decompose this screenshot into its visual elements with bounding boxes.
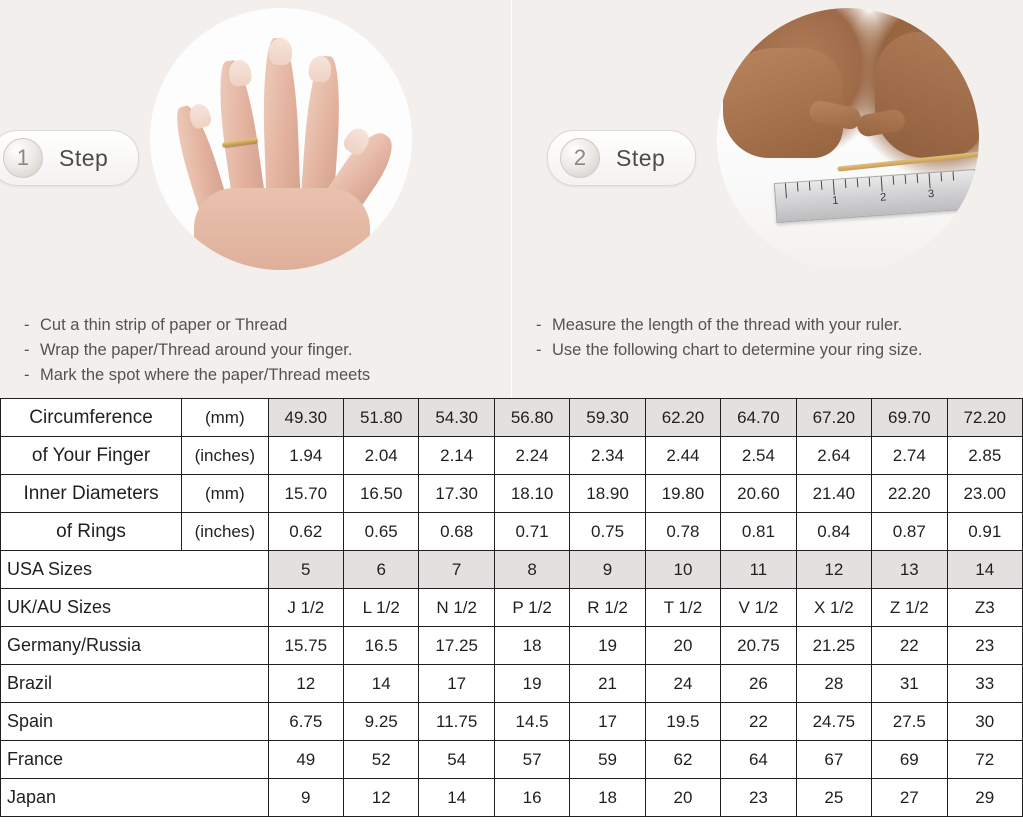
cell: 17.30: [419, 475, 494, 513]
row-label: USA Sizes: [1, 551, 269, 589]
cell: 2.24: [494, 437, 569, 475]
cell: 31: [872, 665, 947, 703]
cell: 9: [570, 551, 645, 589]
cell: 33: [947, 665, 1023, 703]
cell: V 1/2: [721, 589, 796, 627]
step-1-panel: [0, 0, 512, 398]
cell: X 1/2: [796, 589, 871, 627]
cell: 57: [494, 741, 569, 779]
instruction-line: [536, 313, 1009, 338]
ring-size-chart: [0, 398, 1023, 826]
table-row: [1, 589, 1023, 627]
row-label: Germany/Russia: [1, 627, 269, 665]
table-row: [1, 741, 1023, 779]
cell: 21.25: [796, 627, 871, 665]
cell: 11: [721, 551, 796, 589]
cell: 2.44: [645, 437, 720, 475]
cell: 19.5: [645, 703, 720, 741]
cell: Z3: [947, 589, 1023, 627]
cell: 26: [721, 665, 796, 703]
cell: 51.80: [344, 399, 419, 437]
cell: 12: [344, 779, 419, 817]
cell: 18: [570, 779, 645, 817]
ruler-number: 3: [927, 187, 935, 201]
cell: 2.74: [872, 437, 947, 475]
step-2-badge: [547, 130, 696, 186]
row-label: Inner Diameters: [1, 475, 182, 513]
instruction-text: Measure the length of the thread with your ruler.: [552, 316, 903, 334]
cell: 2.85: [947, 437, 1023, 475]
cell: 23.00: [947, 475, 1023, 513]
row-label: Circumference: [1, 399, 182, 437]
cell: 5: [268, 551, 343, 589]
step-1-badge: [0, 130, 139, 186]
step-2-panel: [512, 0, 1023, 398]
hand-illustration: [150, 8, 412, 270]
cell: 9: [268, 779, 343, 817]
right-hand: [875, 32, 979, 158]
cell: 0.84: [796, 513, 871, 551]
step-2-number: 2: [560, 138, 600, 178]
row-label: of Rings: [1, 513, 182, 551]
cell: 54: [419, 741, 494, 779]
instructions-section: [0, 0, 1023, 398]
table-row: [1, 513, 1023, 551]
bullet-dash: -: [536, 316, 542, 334]
cell: 16.5: [344, 627, 419, 665]
cell: 6.75: [268, 703, 343, 741]
table-row: [1, 551, 1023, 589]
row-unit: (mm): [182, 399, 269, 437]
cell: 20: [645, 627, 720, 665]
cell: 12: [796, 551, 871, 589]
cell: 30: [947, 703, 1023, 741]
cell: 14: [344, 665, 419, 703]
row-label: Japan: [1, 779, 269, 817]
cell: 49.30: [268, 399, 343, 437]
cell: 69: [872, 741, 947, 779]
step-2-photo: [717, 8, 979, 270]
cell: 17.25: [419, 627, 494, 665]
size-table: [0, 398, 1023, 817]
cell: 0.68: [419, 513, 494, 551]
instruction-line: [536, 338, 1009, 363]
cell: 22.20: [872, 475, 947, 513]
cell: 0.65: [344, 513, 419, 551]
palm: [194, 188, 370, 270]
step-1-number: 1: [3, 138, 43, 178]
table-row: [1, 703, 1023, 741]
cell: 21: [570, 665, 645, 703]
cell: R 1/2: [570, 589, 645, 627]
cell: 62: [645, 741, 720, 779]
cell: 20.60: [721, 475, 796, 513]
table-row: [1, 779, 1023, 817]
step-1-instructions: [24, 313, 497, 388]
table-row: [1, 627, 1023, 665]
instruction-text: Wrap the paper/Thread around your finger.: [40, 341, 353, 359]
row-unit: (inches): [182, 437, 269, 475]
cell: 15.70: [268, 475, 343, 513]
cell: 27: [872, 779, 947, 817]
cell: 23: [721, 779, 796, 817]
cell: 52: [344, 741, 419, 779]
cell: 69.70: [872, 399, 947, 437]
instruction-text: Use the following chart to determine your ring size.: [552, 341, 923, 359]
cell: 25: [796, 779, 871, 817]
table-row: [1, 437, 1023, 475]
cell: 24.75: [796, 703, 871, 741]
cell: 23: [947, 627, 1023, 665]
cell: 24: [645, 665, 720, 703]
cell: 14: [419, 779, 494, 817]
instruction-text: Cut a thin strip of paper or Thread: [40, 316, 288, 334]
cell: 19: [494, 665, 569, 703]
cell: 2.14: [419, 437, 494, 475]
ruler-number: 2: [879, 191, 887, 204]
cell: 20: [645, 779, 720, 817]
step-2-label: Step: [616, 144, 666, 171]
cell: L 1/2: [344, 589, 419, 627]
bullet-dash: -: [24, 341, 30, 359]
cell: 28: [796, 665, 871, 703]
row-unit: (mm): [182, 475, 269, 513]
nail-middle: [269, 38, 292, 65]
cell: 0.81: [721, 513, 796, 551]
bullet-dash: -: [24, 366, 30, 384]
instruction-line: [24, 313, 497, 338]
cell: 17: [570, 703, 645, 741]
row-label: Spain: [1, 703, 269, 741]
cell: 17: [419, 665, 494, 703]
cell: 11.75: [419, 703, 494, 741]
cell: 0.78: [645, 513, 720, 551]
cell: 20.75: [721, 627, 796, 665]
cell: 2.04: [344, 437, 419, 475]
cell: 16.50: [344, 475, 419, 513]
cell: 6: [344, 551, 419, 589]
cell: 16: [494, 779, 569, 817]
cell: 72.20: [947, 399, 1023, 437]
bullet-dash: -: [24, 316, 30, 334]
cell: 13: [872, 551, 947, 589]
instruction-line: [24, 363, 497, 388]
cell: 18: [494, 627, 569, 665]
cell: 59: [570, 741, 645, 779]
cell: T 1/2: [645, 589, 720, 627]
cell: J 1/2: [268, 589, 343, 627]
cell: N 1/2: [419, 589, 494, 627]
cell: 12: [268, 665, 343, 703]
cell: 56.80: [494, 399, 569, 437]
cell: 49: [268, 741, 343, 779]
instruction-text: Mark the spot where the paper/Thread meets: [40, 366, 371, 384]
cell: 1.94: [268, 437, 343, 475]
cell: 19: [570, 627, 645, 665]
cell: 22: [721, 703, 796, 741]
cell: 7: [419, 551, 494, 589]
cell: 64: [721, 741, 796, 779]
cell: 64.70: [721, 399, 796, 437]
bullet-dash: -: [536, 341, 542, 359]
cell: 2.54: [721, 437, 796, 475]
cell: 59.30: [570, 399, 645, 437]
nail-ring: [227, 59, 252, 88]
row-label: Brazil: [1, 665, 269, 703]
cell: 9.25: [344, 703, 419, 741]
cell: 18.10: [494, 475, 569, 513]
step-1-photo: [150, 8, 412, 270]
hand-with-ruler-illustration: [717, 8, 979, 270]
cell: 21.40: [796, 475, 871, 513]
cell: 0.62: [268, 513, 343, 551]
cell: 8: [494, 551, 569, 589]
table-row: [1, 665, 1023, 703]
cell: 67: [796, 741, 871, 779]
cell: P 1/2: [494, 589, 569, 627]
ruler-number: 1: [831, 194, 839, 208]
cell: 54.30: [419, 399, 494, 437]
cell: 0.87: [872, 513, 947, 551]
row-unit: (inches): [182, 513, 269, 551]
table-row: [1, 399, 1023, 437]
cell: 14.5: [494, 703, 569, 741]
cell: 19.80: [645, 475, 720, 513]
nail-index: [308, 55, 332, 82]
cell: 2.64: [796, 437, 871, 475]
cell: 2.34: [570, 437, 645, 475]
cell: 22: [872, 627, 947, 665]
cell: 10: [645, 551, 720, 589]
cell: 0.71: [494, 513, 569, 551]
cell: 29: [947, 779, 1023, 817]
step-2-instructions: [536, 313, 1009, 363]
row-label: France: [1, 741, 269, 779]
table-row: [1, 475, 1023, 513]
cell: 72: [947, 741, 1023, 779]
row-label: UK/AU Sizes: [1, 589, 269, 627]
instruction-line: [24, 338, 497, 363]
cell: 15.75: [268, 627, 343, 665]
step-1-label: Step: [59, 144, 109, 171]
ruler: [774, 169, 978, 223]
cell: 27.5: [872, 703, 947, 741]
cell: 62.20: [645, 399, 720, 437]
cell: 18.90: [570, 475, 645, 513]
cell: 0.91: [947, 513, 1023, 551]
cell: 67.20: [796, 399, 871, 437]
cell: 0.75: [570, 513, 645, 551]
row-label: of Your Finger: [1, 437, 182, 475]
cell: Z 1/2: [872, 589, 947, 627]
cell: 14: [947, 551, 1023, 589]
